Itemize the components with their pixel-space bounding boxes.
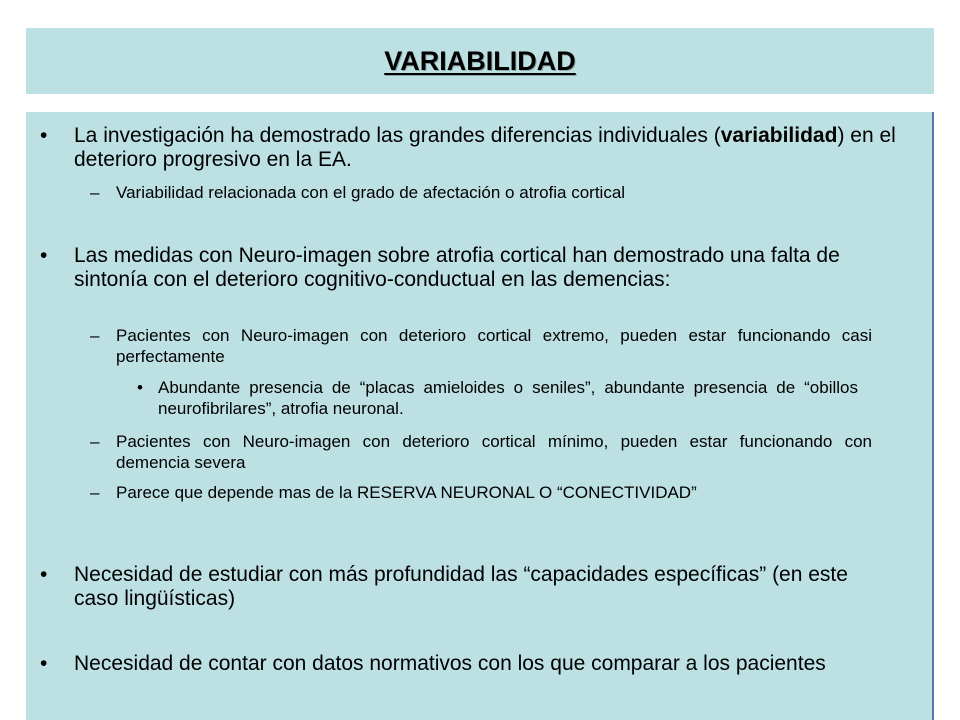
slide-title: VARIABILIDAD [384,45,576,76]
sub-bullet-deterioro-extremo: Pacientes con Neuro-imagen con deterioro cortical extremo, pueden estar funcionando casi perfectamente [116,326,872,366]
bullet-marker: • [40,652,48,675]
sub-bullet-reserva-neuronal: Parece que depende mas de la RESERVA NEURONAL O “CONECTIVIDAD” [116,483,697,502]
dash-marker: – [90,483,100,502]
bullet-bold-term: variabilidad [720,124,838,147]
bullet-text: La investigación ha demostrado las grandes diferencias individuales ( [74,124,721,147]
bullet-text: ) en el deterioro progresivo en la EA. [74,124,896,171]
bullet-marker: • [137,378,143,397]
title-banner [26,28,934,94]
sub-bullet-deterioro-minimo: Pacientes con Neuro-imagen con deterioro cortical mínimo, pueden estar funcionando con demencia severa [116,432,872,472]
bullet-variabilidad [74,124,914,172]
sub-sub-bullet-placas: Abundante presencia de “placas amieloides o seniles”, abundante presencia de “obillos neurofibrilares”, atrofia neuronal. [158,378,858,418]
bullet-marker: • [40,124,48,147]
sub-bullet-atrofia: Variabilidad relacionada con el grado de afectación o atrofia cortical [116,183,626,202]
bullet-marker: • [40,244,48,267]
dash-marker: – [90,432,100,451]
bullet-neuroimagen: Las medidas con Neuro-imagen sobre atrofia cortical han demostrado una falta de sintonía con el deterioro cognitivo-conductual en las demencias: [74,244,840,291]
bullet-datos-normativos: Necesidad de contar con datos normativos con los que comparar a los pacientes [74,652,826,675]
bullet-capacidades: Necesidad de estudiar con más profundidad las “capacidades específicas” (en este caso lingüísticas) [74,563,848,610]
dash-marker: – [90,183,100,202]
bullet-marker: • [40,563,48,586]
dash-marker: – [90,326,100,345]
